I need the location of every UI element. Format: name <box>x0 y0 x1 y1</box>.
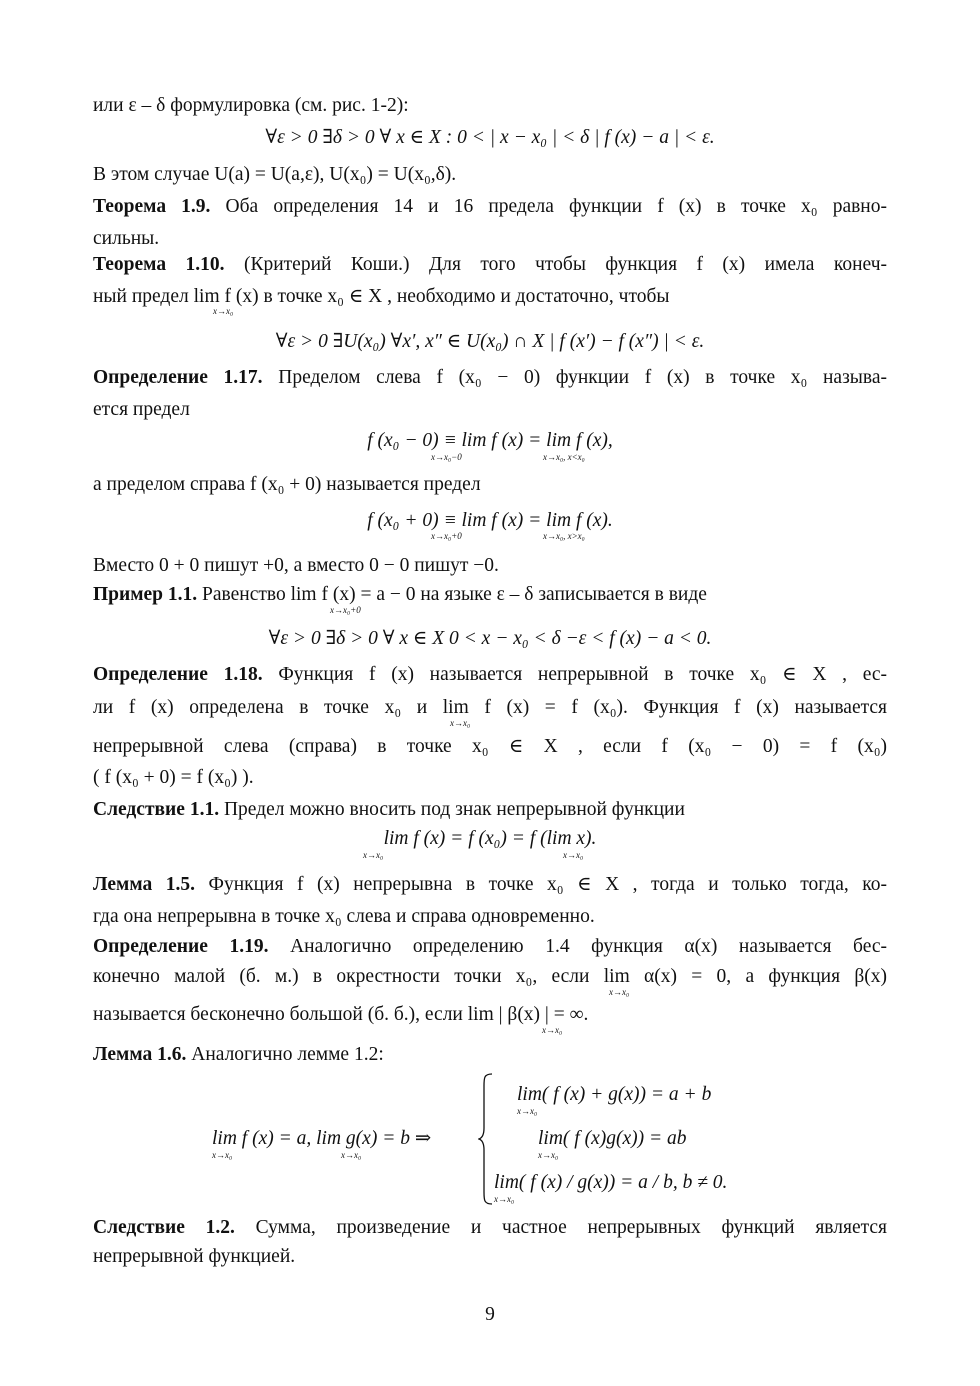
formula-cauchy: ∀ε > 0 ∃U(x₀) ∀x′, x″ ∈ U(x₀) ∩ X | f (x′) − f (x″) | < ε. <box>275 331 705 352</box>
page-number: 9 <box>485 1304 495 1325</box>
limit-subscript: x→x₀ <box>538 1150 559 1160</box>
theorem-1-9 <box>93 194 887 220</box>
corollary-1-1 <box>93 797 685 823</box>
theorem-label: Теорема 1.9. <box>93 196 211 217</box>
theorem-text: (Критерий Коши.) Для того чтобы функция f (x) имела конеч- <box>243 254 887 275</box>
definition-1-18 <box>93 662 887 688</box>
corollary-label: Следствие 1.2. <box>93 1217 235 1238</box>
formula-right-limit: f (x₀ + 0) ≡ lim f (x) = lim f (x). <box>367 510 613 531</box>
limit-subscript: x→x₀−0 <box>431 452 462 462</box>
definition-label: Определение 1.19. <box>93 936 269 957</box>
corollary-text: Сумма, произведение и частное непрерывных функций является <box>255 1217 887 1238</box>
definition-text: Функция f (x) называется непрерывной в точке x₀ ∈ X , ес- <box>278 664 888 685</box>
text-line: ется предел <box>93 399 190 420</box>
system-row-sum: lim( f (x) + g(x)) = a + b <box>517 1084 712 1105</box>
limit-subscript: x→x₀ <box>609 987 630 997</box>
lemma-label: Лемма 1.5. <box>93 874 196 895</box>
limit-subscript: x→x₀, x>x₀ <box>543 531 585 541</box>
text-line: В этом случае U(a) = U(a,ε), U(x₀) = U(x₀,δ). <box>93 164 457 185</box>
formula-left-limit: f (x₀ − 0) ≡ lim f (x) = lim f (x), <box>367 430 613 451</box>
theorem-text: Оба определения 14 и 16 предела функции f (x) в точке x₀ равно- <box>225 196 887 217</box>
lemma-text: Функция f (x) непрерывна в точке x₀ ∈ X , тогда и только тогда, ко- <box>208 874 888 895</box>
definition-text: Аналогично определению 1.4 функция α(x) называется бес- <box>290 936 888 957</box>
theorem-label: Теорема 1.10. <box>93 254 225 275</box>
limit-subscript: x→x₀ <box>363 850 384 860</box>
text-line: непрерывной слева (справа) в точке x₀ ∈ X , если f (x₀ − 0) = f (x₀) <box>93 736 887 757</box>
limit-subscript: x→x₀ <box>542 1025 563 1035</box>
lemma-text: Аналогично лемме 1.2: <box>191 1044 384 1065</box>
text-line: ли f (x) определена в точке x₀ и lim f (x) = f (x₀). Функция f (x) называется <box>93 697 887 718</box>
formula-example: ∀ε > 0 ∃δ > 0 ∀ x ∈ X 0 < x − x₀ < δ −ε < f (x) − a < 0. <box>268 628 712 649</box>
text-line: гда она непрерывна в точке x₀ слева и справа одновременно. <box>93 906 595 927</box>
limit-subscript: x→x₀ <box>494 1194 515 1204</box>
corollary-1-2 <box>93 1215 887 1241</box>
limit-subscript: x→x₀, x<x₀ <box>543 452 585 462</box>
text-line: ( f (x₀ + 0) = f (x₀) ). <box>93 767 254 788</box>
theorem-1-10 <box>93 252 887 278</box>
definition-label: Определение 1.18. <box>93 664 263 685</box>
example-1-1 <box>93 582 707 608</box>
text-line: называется бесконечно большой (б. б.), если lim | β(x) | = ∞. <box>93 1004 589 1025</box>
example-text: Равенство lim f (x) = a − 0 на языке ε – δ записывается в виде <box>202 584 707 605</box>
formula-epsilon-delta: ∀ε > 0 ∃δ > 0 ∀ x ∈ X : 0 < | x − x₀ | < δ | f (x) − a | < ε. <box>265 127 715 148</box>
limit-subscript: x→x₀ <box>517 1106 538 1116</box>
limit-subscript: x→x₀ <box>450 718 471 728</box>
corollary-text: Предел можно вносить под знак непрерывной функции <box>223 799 685 820</box>
limit-subscript: x→x₀ <box>341 1150 362 1160</box>
system-row-quotient: lim( f (x) / g(x)) = a / b, b ≠ 0. <box>494 1172 728 1193</box>
system-row-product: lim( f (x)g(x)) = ab <box>538 1128 687 1149</box>
limit-subscript: x→x₀ <box>213 306 234 316</box>
text-line: ный предел lim f (x) в точке x₀ ∈ X , необходимо и достаточно, чтобы <box>93 286 670 307</box>
lemma-1-6 <box>93 1042 384 1068</box>
text-line: конечно малой (б. м.) в окрестности точки x₀, если lim α(x) = 0, а функция β(x) <box>93 966 887 987</box>
lemma-label: Лемма 1.6. <box>93 1044 187 1065</box>
text-line: Вместо 0 + 0 пишут +0, а вместо 0 − 0 пишут −0. <box>93 555 499 576</box>
limit-subscript: x→x₀+0 <box>431 531 462 541</box>
text-line: сильны. <box>93 228 160 249</box>
definition-label: Определение 1.17. <box>93 367 263 388</box>
example-label: Пример 1.1. <box>93 584 198 605</box>
lemma-1-5 <box>93 872 887 898</box>
limit-subscript: x→x₀+0 <box>330 605 361 615</box>
text-line: а пределом справа f (x₀ + 0) называется предел <box>93 474 481 495</box>
definition-1-17 <box>93 365 887 391</box>
definition-1-19 <box>93 934 887 960</box>
limit-subscript: x→x₀ <box>212 1150 233 1160</box>
definition-text: Пределом слева f (x₀ − 0) функции f (x) в точке x₀ называ- <box>278 367 887 388</box>
system-left-side: lim f (x) = a, lim g(x) = b ⇒ <box>212 1128 432 1149</box>
formula-continuity: lim f (x) = f (x₀) = f (lim x). <box>383 828 597 849</box>
text-line: или ε – δ формулировка (см. рис. 1-2): <box>93 95 409 116</box>
corollary-label: Следствие 1.1. <box>93 799 220 820</box>
limit-subscript: x→x₀ <box>563 850 584 860</box>
document-page <box>93 0 887 1386</box>
text-line: непрерывной функцией. <box>93 1246 296 1267</box>
